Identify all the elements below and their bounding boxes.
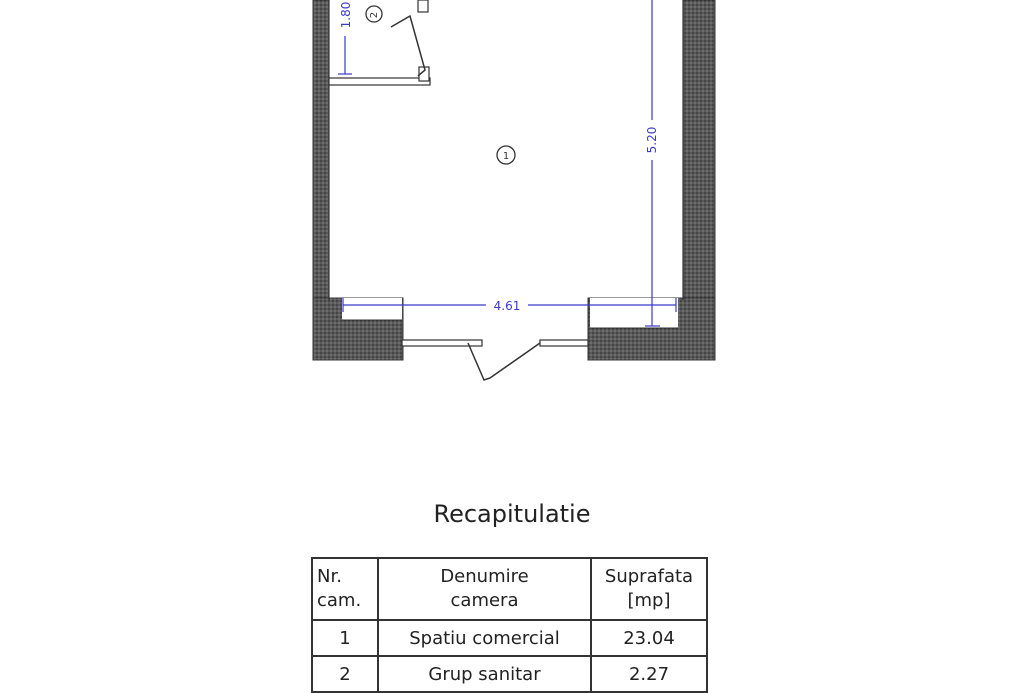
bathroom-door-jamb-top: [418, 0, 428, 12]
cell-nr: 1: [312, 620, 378, 656]
entrance-frame-right: [540, 340, 588, 346]
table-row: [312, 656, 707, 692]
dim-length-label: 5.20: [645, 126, 659, 154]
table-row: [312, 620, 707, 656]
room-marker-1: [497, 146, 515, 164]
recap-table: [311, 557, 708, 693]
entrance-door-right-leaf: [490, 343, 540, 378]
left-wall: [313, 0, 329, 302]
dim-width-label: 4.61: [493, 299, 521, 313]
recap-title: Recapitulatie: [433, 500, 591, 528]
dimension-length: [645, 0, 660, 326]
entrance-frame-left: [402, 340, 482, 346]
svg-text:2: 2: [369, 11, 380, 19]
cell-name: Spatiu comercial: [378, 620, 591, 656]
room-marker-2: [366, 6, 382, 22]
svg-text:1: 1: [502, 151, 510, 162]
cell-area: 23.04: [591, 620, 707, 656]
cell-nr: 2: [312, 656, 378, 692]
bathroom-partition: [329, 78, 430, 85]
dim-wc-label: 1.80: [339, 1, 353, 29]
right-wall: [683, 0, 715, 300]
header-suprafata: Suprafata [mp]: [591, 558, 707, 620]
recap-header-row: [312, 558, 707, 620]
header-nr: Nr. cam.: [312, 558, 378, 620]
header-denumire: Denumire camera: [378, 558, 591, 620]
entrance-door-left-leaf: [468, 343, 490, 380]
cell-name: Grup sanitar: [378, 656, 591, 692]
cell-area: 2.27: [591, 656, 707, 692]
